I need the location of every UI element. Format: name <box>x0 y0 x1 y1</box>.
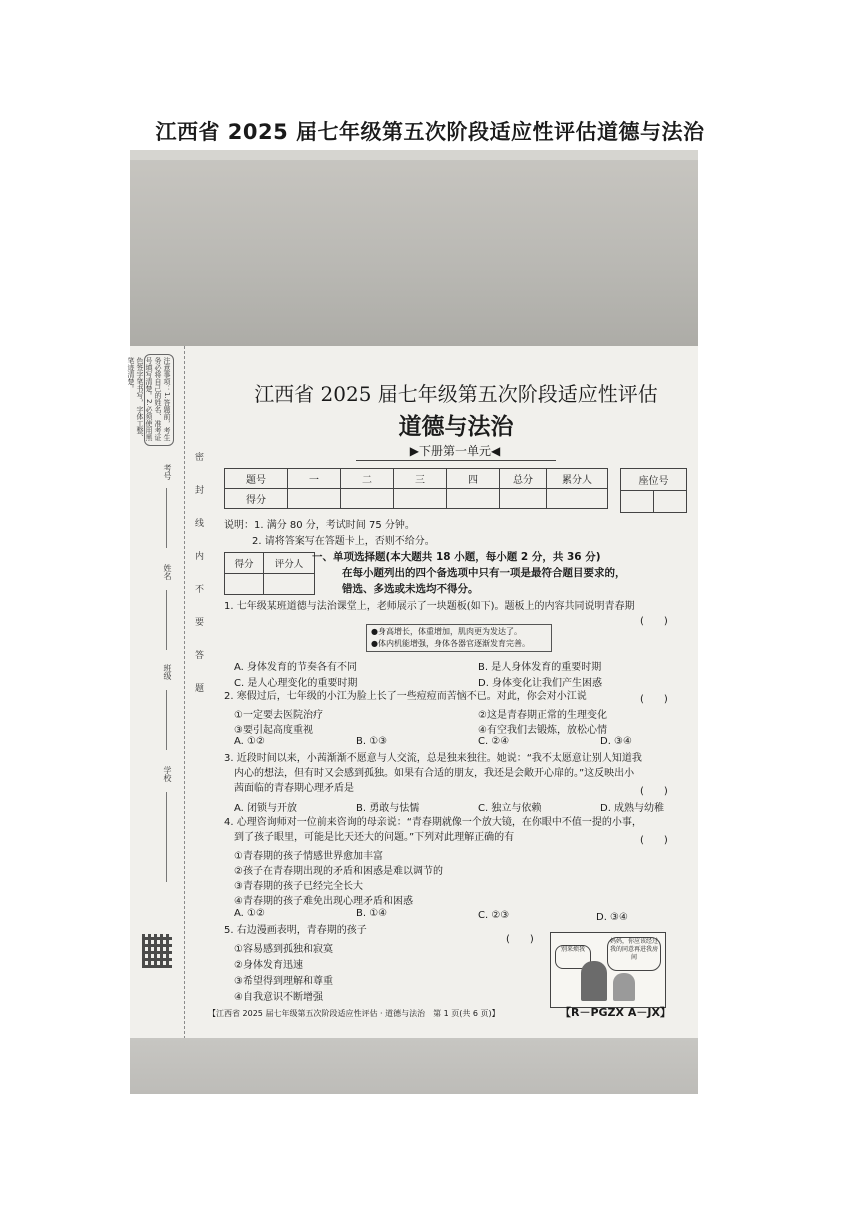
q4-option-d: D. ③④ <box>596 912 628 923</box>
score-cell <box>500 489 547 509</box>
score-row-label: 得分 <box>225 489 288 509</box>
score-header-cell: 一 <box>288 469 341 489</box>
page-title: 江西省 2025 届七年级第五次阶段适应性评估道德与法治 <box>155 120 705 144</box>
answer-blank: ( ) <box>640 786 668 797</box>
answer-blank: ( ) <box>506 934 534 945</box>
name-line <box>166 590 167 650</box>
note-2: 2. 请将答案写在答题卡上，否则不给分。 <box>252 536 435 547</box>
grader-score-label: 得分 <box>225 553 264 574</box>
photo-background-top <box>130 150 698 346</box>
q4-option-b: B. ①④ <box>356 908 388 919</box>
q1-board-line: ●体内机能增强，身体各器官逐渐发育完善。 <box>371 639 530 648</box>
score-header-cell: 四 <box>447 469 500 489</box>
grader-cell <box>225 574 264 595</box>
score-header-cell: 三 <box>394 469 447 489</box>
volume-label: ▶下册第一单元◀ <box>409 444 501 458</box>
q3-option-b: B. 勇敢与怯懦 <box>356 803 420 814</box>
photo-background-bottom <box>130 1038 698 1094</box>
section-title: 一、单项选择题(本大题共 18 小题，每小题 2 分，共 36 分) <box>312 551 601 563</box>
footer-info: 【江西省 2025 届七年级第五次阶段适应性评估 · 道德与法治 第 1 页(共 6 页)】 <box>208 1009 500 1018</box>
q1-option-a: A. 身体发育的节奏各有不同 <box>234 662 358 673</box>
answer-blank: ( ) <box>640 616 668 627</box>
score-header-cell: 题号 <box>225 469 288 489</box>
q4-item-2: ②孩子在青春期出现的矛盾和困惑是难以调节的 <box>234 866 443 877</box>
q5-item-3: ③希望得到理解和尊重 <box>234 976 333 987</box>
q2-item-1: ①一定要去医院治疗 <box>234 710 323 721</box>
q2-item-4: ④有空我们去锻炼，放松心情 <box>478 725 607 736</box>
seal-text: 密封线内不要答题 <box>193 452 203 716</box>
section-instruction-1: 在每小题列出的四个备选项中只有一项是最符合题目要求的， <box>342 567 626 579</box>
section-instruction-2: 错选、多选或未选均不得分。 <box>342 583 479 595</box>
score-cell <box>394 489 447 509</box>
q4-option-a: A. ①② <box>234 908 265 919</box>
q4-stem-line: 到了孩子眼里，可能是比天还大的问题。”下列对此理解正确的有 <box>234 832 515 843</box>
q3-option-a: A. 闭锁与开放 <box>234 803 298 814</box>
seat-table <box>620 468 687 513</box>
answer-blank: ( ) <box>640 835 668 846</box>
q4-item-4: ④青春期的孩子难免出现心理矛盾和困惑 <box>234 896 413 907</box>
q2-option-d: D. ③④ <box>600 736 632 747</box>
q2-option-c: C. ②④ <box>478 736 510 747</box>
q4-item-1: ①青春期的孩子情感世界愈加丰富 <box>234 851 383 862</box>
exam-photo <box>127 150 698 1094</box>
grader-cell <box>264 574 315 595</box>
exam-title: 江西省 2025 届七年级第五次阶段适应性评估 <box>254 382 658 406</box>
q4-option-c: C. ②③ <box>478 910 510 921</box>
score-header-cell: 总分 <box>500 469 547 489</box>
note-1: 说明：1. 满分 80 分，考试时间 75 分钟。 <box>224 520 415 531</box>
q2-option-a: A. ①② <box>234 736 265 747</box>
q2-option-b: B. ①③ <box>356 736 388 747</box>
seat-label: 座位号 <box>621 469 687 491</box>
cartoon-bubble-2: 妈妈，你应该经过我的同意再进我房间 <box>607 937 661 971</box>
cartoon-bubble-1: 別来烦我 <box>555 945 591 969</box>
instructions <box>224 518 435 550</box>
class-label: 班级 <box>163 664 172 680</box>
q2-stem: 2. 寒假过后，七年级的小江为脸上长了一些痘痘而苦恼不已。对此，你会对小江说 <box>224 691 587 702</box>
binding-margin <box>127 346 185 1044</box>
q5-item-4: ④自我意识不断增强 <box>234 992 323 1003</box>
qr-code <box>142 934 172 968</box>
school-label: 学校 <box>163 766 172 782</box>
score-cell <box>288 489 341 509</box>
name-label: 姓名 <box>163 564 172 580</box>
footer-code: 【R－PGZX A－JX】 <box>560 1006 671 1019</box>
cartoon-image <box>550 932 666 1008</box>
score-cell <box>447 489 500 509</box>
q1-board <box>366 624 552 652</box>
q3-stem-line: 茜面临的青春期心理矛盾是 <box>234 783 354 794</box>
school-line <box>166 792 167 882</box>
cartoon-figure-mother <box>613 973 635 1001</box>
seat-cell <box>621 491 654 513</box>
score-header-cell: 累分人 <box>547 469 608 489</box>
q3-option-c: C. 独立与依赖 <box>478 803 542 814</box>
score-cell <box>341 489 394 509</box>
q5-item-1: ①容易感到孤独和寂寞 <box>234 944 333 955</box>
score-table <box>224 468 608 509</box>
subject-title: 道德与法治 <box>398 413 514 440</box>
divider <box>356 460 556 461</box>
q1-stem: 1. 七年级某班道德与法治课堂上，老师展示了一块题板(如下)。题板上的内容共同说明青春期 <box>224 601 635 612</box>
seat-cell <box>654 491 687 513</box>
class-line <box>166 690 167 750</box>
answer-blank: ( ) <box>640 694 668 705</box>
q5-item-2: ②身体发育迅速 <box>234 960 303 971</box>
q2-item-3: ③要引起高度重视 <box>234 725 313 736</box>
q5-stem: 5. 右边漫画表明，青春期的孩子 <box>224 925 367 936</box>
q2-item-2: ②这是青春期正常的生理变化 <box>478 710 607 721</box>
exam-paper <box>127 346 698 1044</box>
exam-no-label: 考号 <box>163 464 172 480</box>
q1-board-line: ●身高增长，体重增加，肌肉更为发达了。 <box>371 627 522 636</box>
cartoon-figure-child <box>581 961 607 1001</box>
grader-table <box>224 552 315 595</box>
q3-option-d: D. 成熟与幼稚 <box>600 803 665 814</box>
exam-no-line <box>166 488 167 548</box>
grader-name-label: 评分人 <box>264 553 315 574</box>
notice-box: 注意事项：1.答题前，考生务必将自己的姓名、准考证号填写清楚。2.必须使用黑色签字笔书写，字体工整、笔迹清楚。 <box>144 354 174 446</box>
score-header-cell: 二 <box>341 469 394 489</box>
q4-item-3: ③青春期的孩子已经完全长大 <box>234 881 363 892</box>
q1-option-d: D. 身体变化让我们产生困惑 <box>478 678 603 689</box>
q3-stem-line: 3. 近段时间以来，小茜渐渐不愿意与人交流，总是独来独往。她说：“我不太愿意让别人知道我 <box>224 753 642 764</box>
q1-option-b: B. 是人身体发育的重要时期 <box>478 662 602 673</box>
q4-stem-line: 4. 心理咨询师对一位前来咨询的母亲说：“青春期就像一个放大镜，在你眼中不值一提的小事， <box>224 817 642 828</box>
q3-stem-line: 内心的想法，但有时又会感到孤独。如果有合适的朋友，我还是会敞开心扉的。”这反映出小 <box>234 768 635 779</box>
q1-option-c: C. 是人心理变化的重要时期 <box>234 678 358 689</box>
score-cell <box>547 489 608 509</box>
